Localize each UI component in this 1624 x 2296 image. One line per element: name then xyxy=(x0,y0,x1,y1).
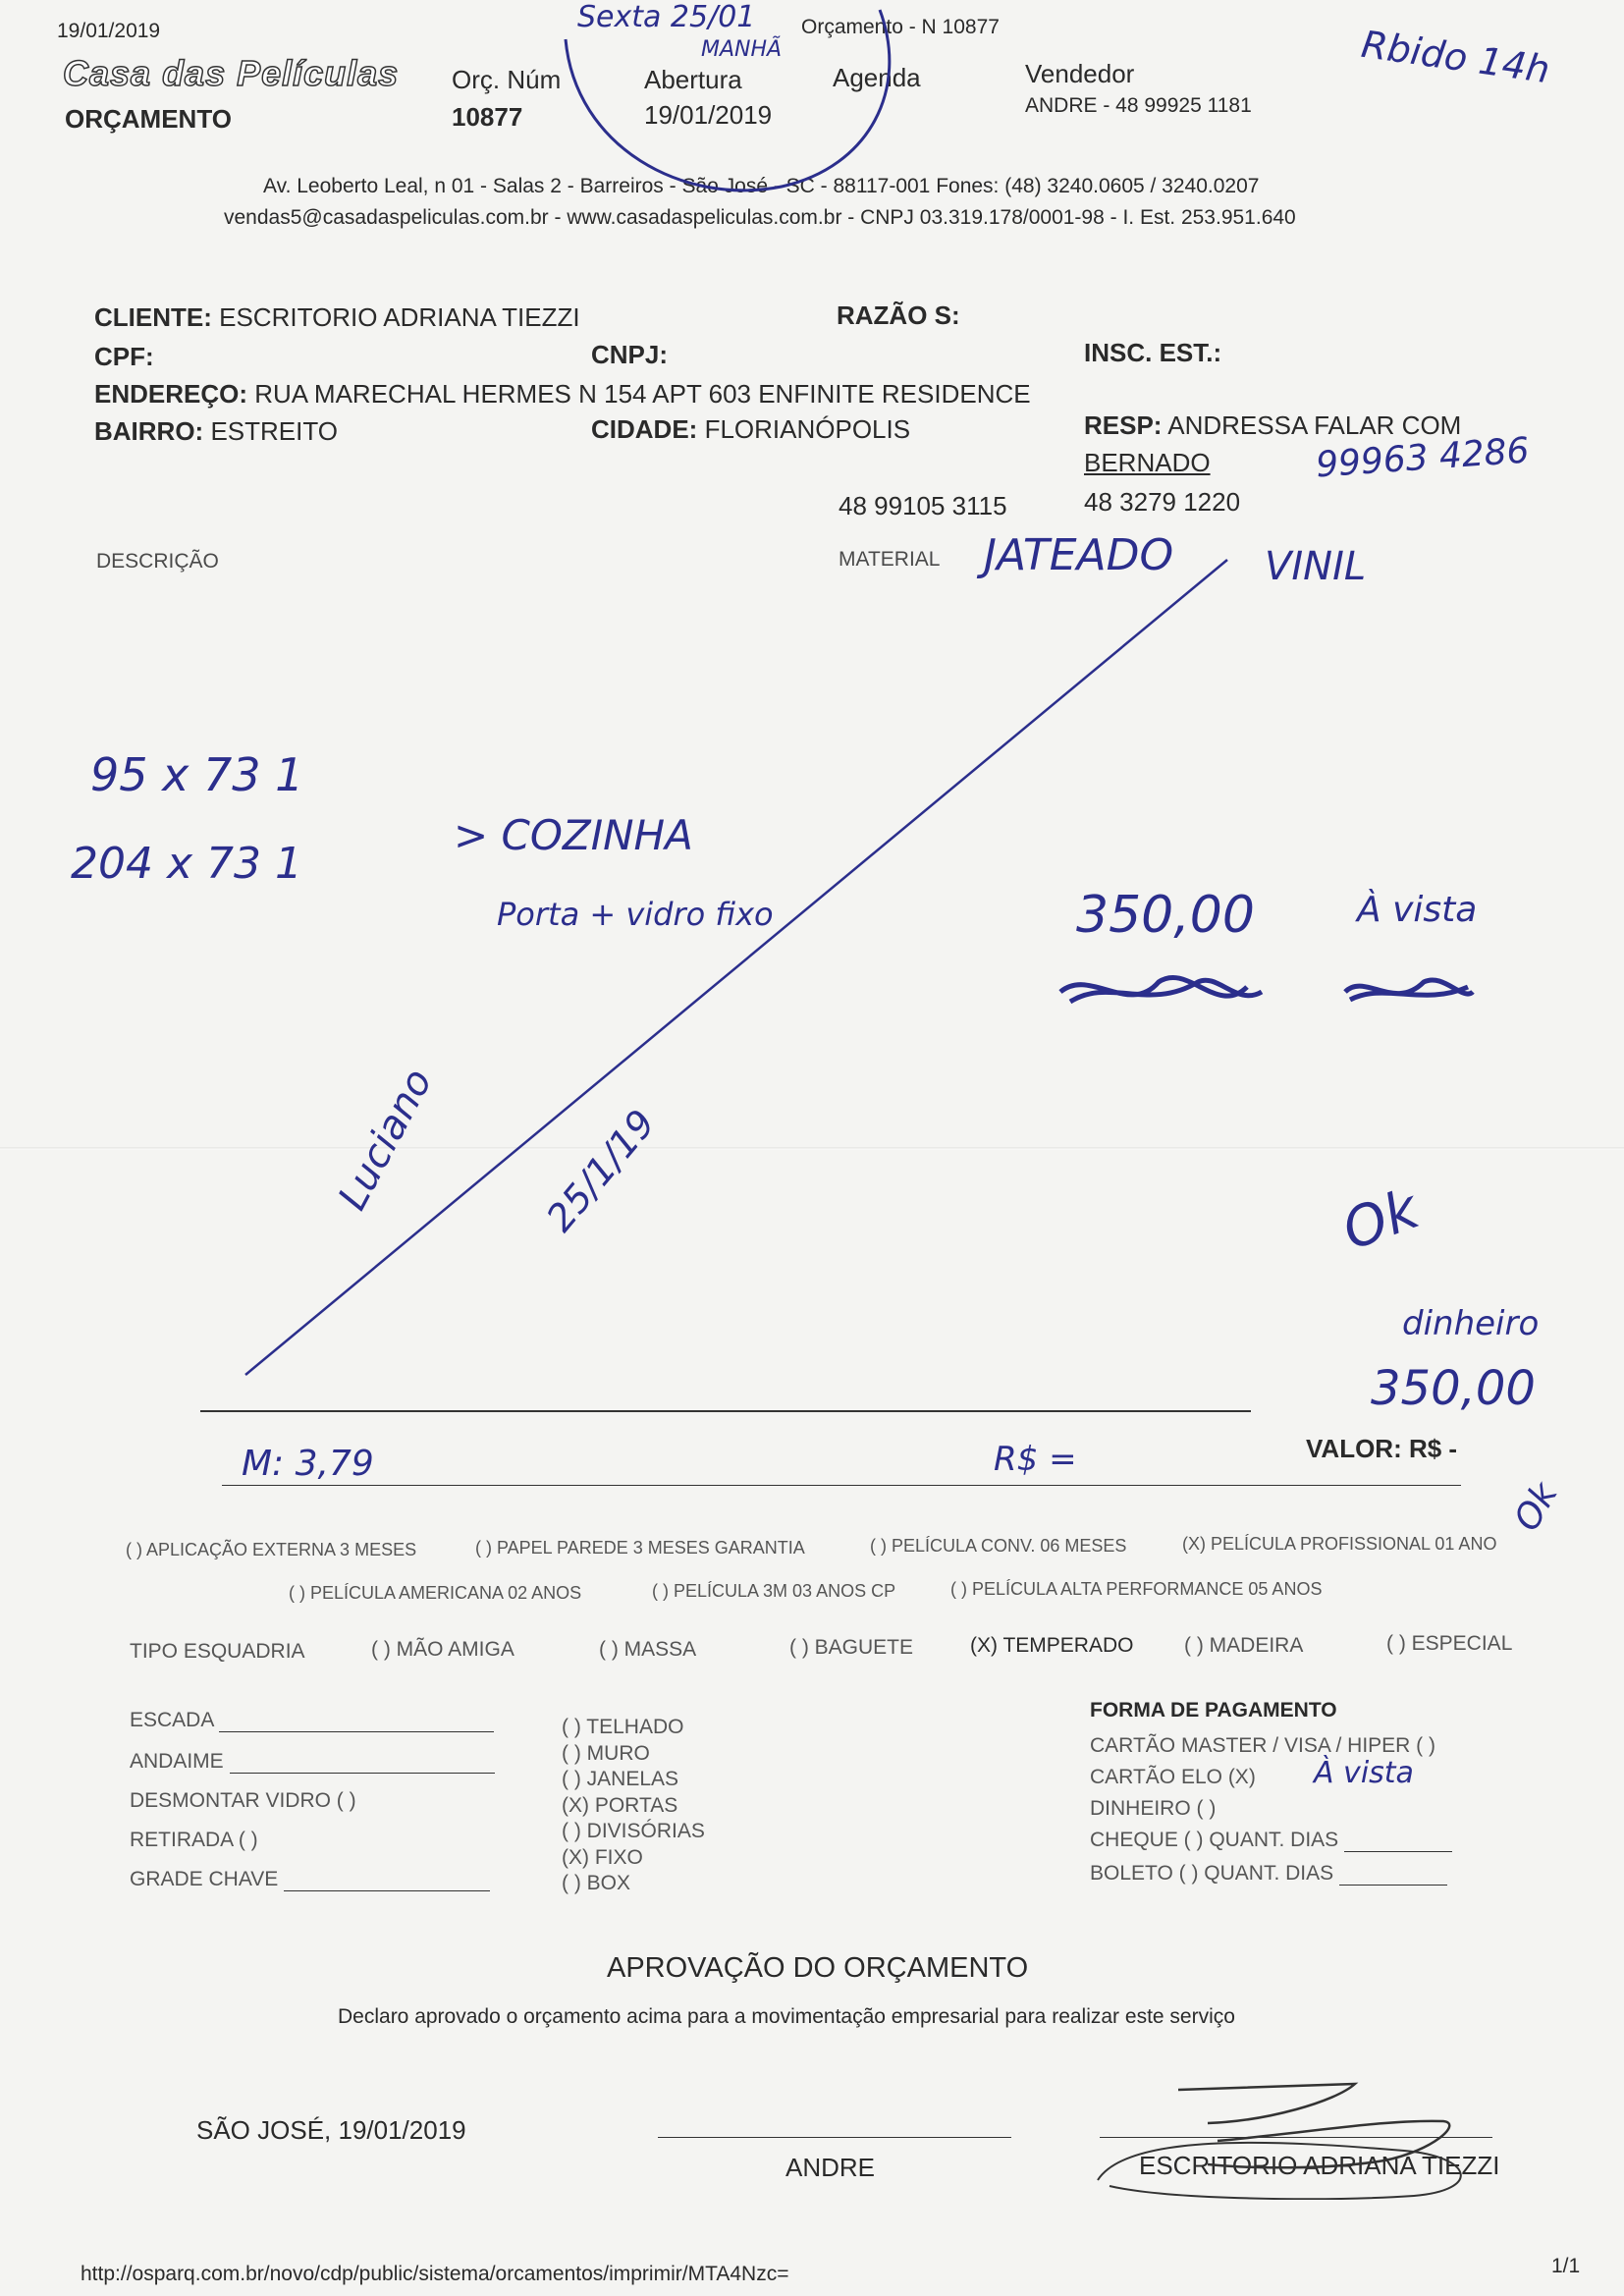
handwritten-room: > COZINHA xyxy=(454,811,693,859)
payment-boleto: BOLETO ( ) QUANT. DIAS xyxy=(1090,1862,1334,1885)
cpf-label: CPF: xyxy=(94,342,154,371)
valor-label: VALOR: R$ - xyxy=(1306,1434,1458,1463)
client-signer-name: ESCRITORIO ADRIANA TIEZZI xyxy=(1139,2151,1500,2180)
valor-line xyxy=(222,1485,1461,1486)
escada-label: ESCADA xyxy=(130,1709,214,1731)
esquadria-option: ( ) BAGUETE xyxy=(789,1636,914,1659)
endereco-label: ENDEREÇO: xyxy=(94,379,248,409)
handwritten-price-2: 350,00 xyxy=(1371,1361,1536,1416)
location-option-selected: (X) PORTAS xyxy=(562,1793,678,1817)
handwritten-avista: À vista xyxy=(1314,1756,1414,1790)
handwritten-material-1: JATEADO xyxy=(984,530,1174,580)
material-label: MATERIAL xyxy=(839,548,941,571)
desmontar-vidro-field: DESMONTAR VIDRO ( ) xyxy=(130,1789,356,1812)
doc-reference: Orçamento - N 10877 xyxy=(801,16,1000,38)
payment-option-selected: CARTÃO ELO (X) xyxy=(1090,1766,1256,1788)
handwritten-measure-1: 95 x 73 1 xyxy=(90,748,304,801)
location-option: ( ) TELHADO xyxy=(562,1716,684,1738)
resp-label: RESP: xyxy=(1084,410,1163,440)
payment-option: CARTÃO MASTER / VISA / HIPER ( ) xyxy=(1090,1734,1436,1757)
doc-type-title: ORÇAMENTO xyxy=(65,104,232,134)
payment-option xyxy=(1090,1862,1447,1886)
andaime-blank xyxy=(230,1753,495,1774)
boleto-days-blank xyxy=(1339,1865,1447,1886)
handwritten-dinheiro: dinheiro xyxy=(1402,1304,1540,1343)
bairro-label: BAIRRO: xyxy=(94,416,204,446)
handwritten-rs: R$ = xyxy=(994,1440,1077,1479)
abertura-value: 19/01/2019 xyxy=(644,100,773,130)
footer-url: http://osparq.com.br/novo/cdp/public/sistema/orcamentos/imprimir/MTA4Nzc= xyxy=(81,2263,789,2285)
payment-title: FORMA DE PAGAMENTO xyxy=(1090,1699,1337,1722)
descricao-label: DESCRIÇÃO xyxy=(96,550,219,573)
payment-option: DINHEIRO ( ) xyxy=(1090,1797,1217,1820)
company-logo: Casa das Películas xyxy=(63,53,400,93)
andaime-field xyxy=(130,1750,495,1774)
handwritten-price-note: À vista xyxy=(1357,890,1478,930)
cidade-value: FLORIANÓPOLIS xyxy=(704,414,911,444)
cliente-label: CLIENTE: xyxy=(94,302,212,332)
handwritten-date-note: Sexta 25/01 xyxy=(577,0,756,34)
location-option-selected: (X) FIXO xyxy=(562,1845,643,1869)
abertura-label: Abertura xyxy=(644,65,742,94)
client-phone-2: 48 3279 1220 xyxy=(1084,487,1241,517)
cidade-row xyxy=(591,414,910,445)
handwritten-top-right-note: Rbido 14h xyxy=(1358,22,1553,92)
orc-num-label: Orç. Núm xyxy=(452,65,562,94)
vendedor-value: ANDRE - 48 99925 1181 xyxy=(1025,94,1252,117)
cnpj-label: CNPJ: xyxy=(591,340,669,369)
service-option: ( ) PELÍCULA ALTA PERFORMANCE 05 ANOS xyxy=(950,1579,1323,1599)
handwritten-ok-initial: Ok xyxy=(1506,1475,1566,1539)
grade-chave-label: GRADE CHAVE xyxy=(130,1868,279,1890)
handwritten-shift-note: MANHÃ xyxy=(701,37,783,62)
cidade-label: CIDADE: xyxy=(591,414,698,444)
print-date: 19/01/2019 xyxy=(57,20,161,42)
handwritten-phone: 99963 4286 xyxy=(1314,430,1531,486)
handwritten-signature xyxy=(1090,2062,1502,2200)
handwritten-price: 350,00 xyxy=(1076,886,1255,945)
esquadria-option: ( ) ESPECIAL xyxy=(1386,1632,1513,1655)
grade-chave-blank xyxy=(284,1871,490,1891)
service-option: ( ) PELÍCULA AMERICANA 02 ANOS xyxy=(289,1583,582,1603)
esquadria-option-selected: (X) TEMPERADO xyxy=(970,1634,1134,1657)
client-phone-1: 48 99105 3115 xyxy=(839,491,1007,520)
agenda-label: Agenda xyxy=(833,63,921,92)
handwritten-date-mid: 25/1/19 xyxy=(538,1101,664,1240)
approval-statement: Declaro aprovado o orçamento acima para a movimentação empresarial para realizar este serviço xyxy=(338,2005,1235,2028)
handwritten-ok-note: Ok xyxy=(1334,1176,1428,1264)
handwritten-room-detail: Porta + vidro fixo xyxy=(497,896,774,933)
company-address: Av. Leoberto Leal, n 01 - Salas 2 - Barreiros - São José - SC - 88117-001 Fones: (48) 3240.0605 / 3240.0207 xyxy=(263,175,1260,197)
esquadria-option: ( ) MASSA xyxy=(599,1638,697,1661)
seller-signature-line xyxy=(658,2137,1011,2138)
cliente-row xyxy=(94,302,580,333)
insc-label: INSC. EST.: xyxy=(1084,338,1222,367)
esquadria-option: ( ) MÃO AMIGA xyxy=(371,1638,514,1661)
location-option: ( ) BOX xyxy=(562,1872,631,1894)
resp-value-line2: BERNADO xyxy=(1084,448,1211,477)
service-option: ( ) PELÍCULA 3M 03 ANOS CP xyxy=(652,1581,896,1601)
payment-cheque: CHEQUE ( ) QUANT. DIAS xyxy=(1090,1829,1339,1851)
resp-row xyxy=(1084,410,1461,441)
grade-chave-field xyxy=(130,1868,490,1891)
handwritten-measure-2: 204 x 73 1 xyxy=(71,839,302,889)
total-line xyxy=(200,1410,1251,1412)
location-option: ( ) JANELAS xyxy=(562,1768,679,1790)
cheque-days-blank xyxy=(1344,1831,1452,1852)
handwritten-material-2: VINIL xyxy=(1265,544,1367,589)
esquadria-label: TIPO ESQUADRIA xyxy=(130,1640,305,1663)
orc-num-value: 10877 xyxy=(452,102,523,132)
location-list xyxy=(562,1715,705,1897)
endereco-row xyxy=(94,379,1031,410)
seller-name: ANDRE xyxy=(785,2153,876,2182)
escada-field xyxy=(130,1709,494,1732)
payment-option xyxy=(1090,1829,1452,1852)
cliente-value: ESCRITORIO ADRIANA TIEZZI xyxy=(219,302,580,332)
esquadria-option: ( ) MADEIRA xyxy=(1184,1634,1304,1657)
service-option-selected: (X) PELÍCULA PROFISSIONAL 01 ANO xyxy=(1182,1534,1497,1554)
location-option: ( ) MURO xyxy=(562,1741,650,1765)
retirada-field: RETIRADA ( ) xyxy=(130,1829,258,1851)
handwritten-signature-luciano: Luciano xyxy=(330,1062,442,1218)
scribbled-out-text xyxy=(1051,962,1483,1021)
page-number: 1/1 xyxy=(1551,2255,1581,2277)
handwritten-m2: M: 3,79 xyxy=(242,1444,374,1484)
service-option: ( ) PELÍCULA CONV. 06 MESES xyxy=(870,1536,1127,1556)
company-contact: vendas5@casadaspeliculas.com.br - www.casadaspeliculas.com.br - CNPJ 03.319.178/0001-98 - I. Est. 253.951.640 xyxy=(224,206,1296,229)
service-option: ( ) PAPEL PAREDE 3 MESES GARANTIA xyxy=(475,1538,805,1558)
razao-label: RAZÃO S: xyxy=(837,301,960,330)
resp-value-line1: ANDRESSA FALAR COM xyxy=(1167,410,1462,440)
approval-place-date: SÃO JOSÉ, 19/01/2019 xyxy=(196,2115,466,2145)
location-option: ( ) DIVISÓRIAS xyxy=(562,1820,705,1842)
escada-blank xyxy=(219,1712,494,1732)
approval-title: APROVAÇÃO DO ORÇAMENTO xyxy=(607,1952,1029,1984)
vendedor-label: Vendedor xyxy=(1025,59,1135,88)
andaime-label: ANDAIME xyxy=(130,1750,224,1773)
bairro-row xyxy=(94,416,338,447)
endereco-value: RUA MARECHAL HERMES N 154 APT 603 ENFINITE RESIDENCE xyxy=(254,379,1031,409)
service-option: ( ) APLICAÇÃO EXTERNA 3 MESES xyxy=(126,1540,417,1559)
bairro-value: ESTREITO xyxy=(210,416,338,446)
